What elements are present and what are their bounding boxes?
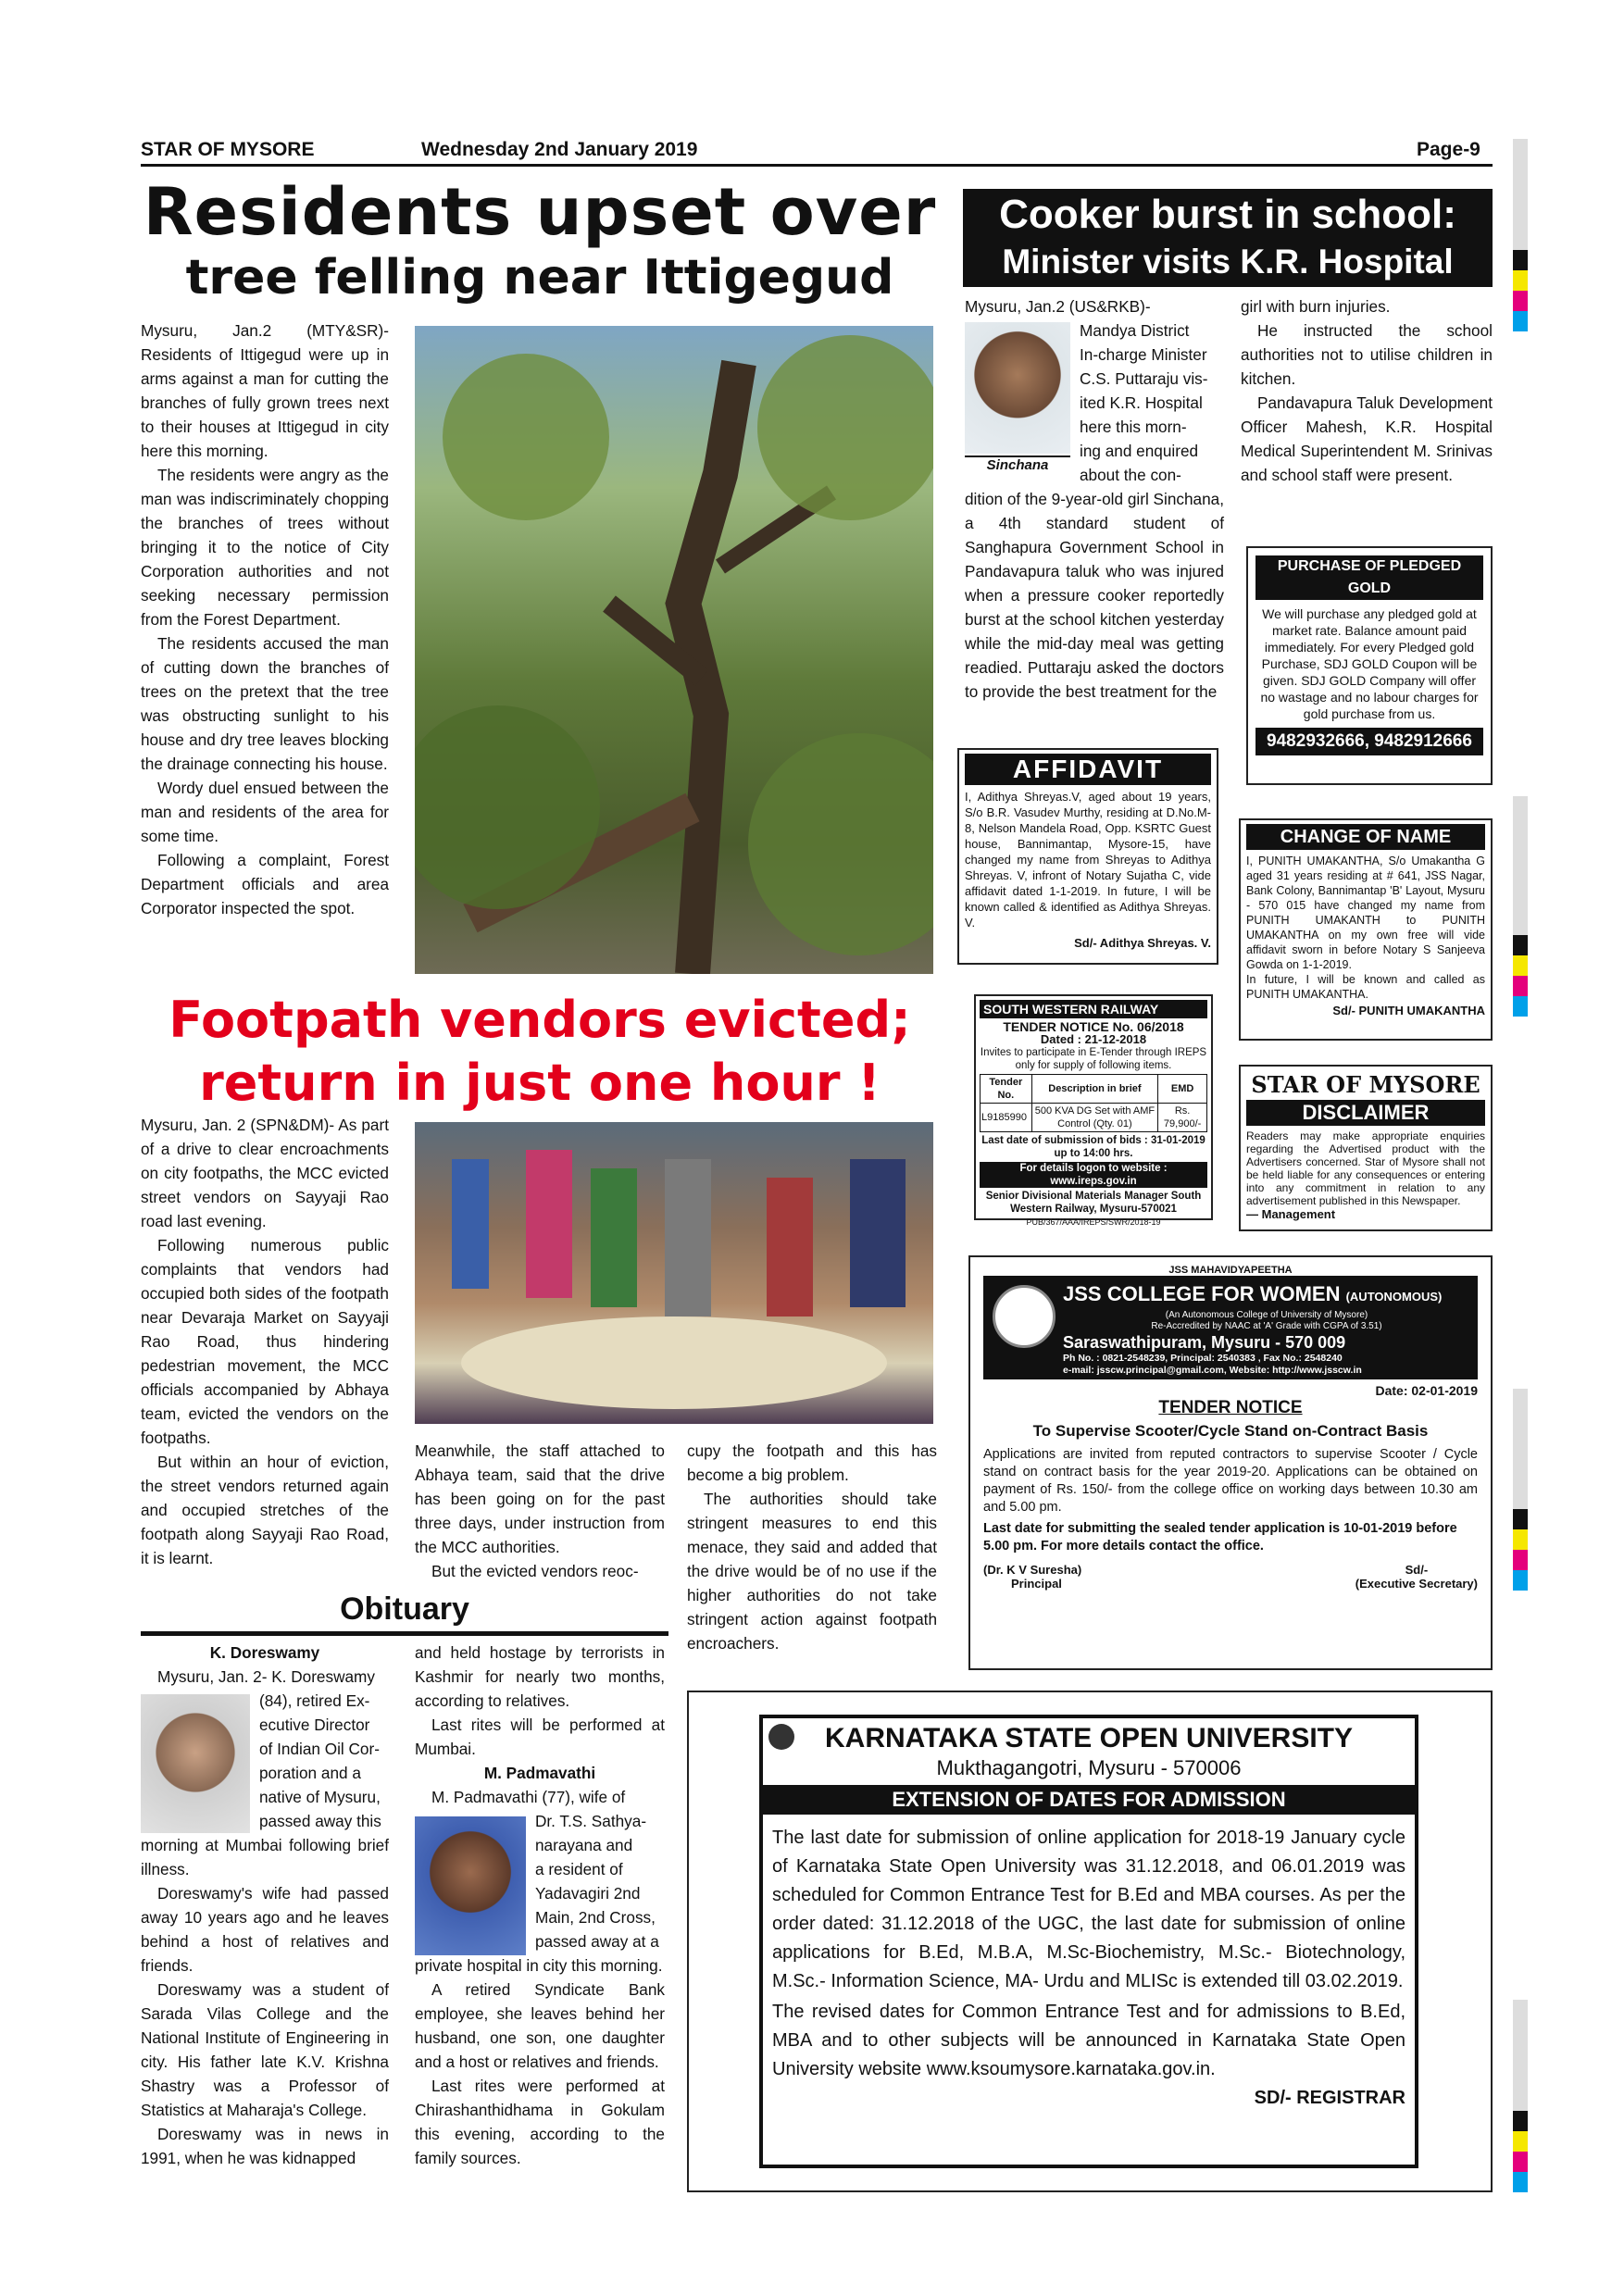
story2-para: girl with burn injuries.: [1241, 297, 1391, 316]
story2-headline-line1: Cooker burst in school:: [999, 192, 1456, 237]
jss-autonomous: (AUTONOMOUS): [1345, 1290, 1443, 1304]
change-of-name-body2: In future, I will be known and called as PUNITH UMAKANTHA.: [1246, 973, 1485, 1001]
ksou-address: Mukthagangotri, Mysuru - 570006: [936, 1756, 1242, 1779]
sinchana-caption: Sinchana: [965, 455, 1070, 473]
story3-col3: [687, 1439, 937, 1655]
disclaimer-brand: STAR OF MYSORE: [1251, 1071, 1480, 1098]
jss-top: JSS MAHAVIDYAPEETHA: [1168, 1265, 1293, 1276]
railway-td: 500 KVA DG Set with AMF Control (Qty. 01): [1031, 1104, 1158, 1132]
story3-para: But within an hour of eviction, the street vendors returned again and occupied stretches of the footpath along Sayyaji Rao Road, it is learnt.: [141, 1453, 389, 1567]
page-number: Page-9: [1417, 139, 1480, 160]
story2-headline-line2: Minister visits K.R. Hospital: [1002, 243, 1454, 281]
story1-para: Mysuru, Jan.2 (MTY&SR)- Residents of Ittigegud were up in arms against a man for cutting the branches of fully grown trees next to their houses at Ittigegud in city here this morning.: [141, 321, 389, 460]
obituary-p1-name: K. Doreswamy: [209, 1643, 320, 1662]
obit-wrap-line: native of Mysuru,: [259, 1788, 381, 1806]
affidavit-body: I, Adithya Shreyas.V, aged about 19 years, S/o B.R. Vasudev Murthy, residing at D.No.M-8, Nelson Mandela Road, Opp. KSRTC Guest house, Bannimantap, Mysore-15, have changed my name from Shreyas to Adithya Shreyas. V, infront of Notary Sujatha C, vide affidavit dated 1-1-2019. In future, I will be known called & identified as Adithya Shreyas. V.: [965, 790, 1211, 930]
ksou-body1: The last date for submission of online application for 2018-19 January cycle of Karnataka State Open University was 31.12.2018, and 06.01.2019 was scheduled for Common Entrance Test for B.Ed and MBA courses. As per the order dated: 31.12.2018 of the UGC, the last date for submission of online applications for B.Ed, M.B.A, M.Sc-Biochemistry, M.Sc.- Biotechnology, M.Sc.- Information Science, MA- Urdu and MLISc is extended till 03.02.2019.: [772, 1828, 1405, 1991]
disclaimer-sign: — Management: [1246, 1207, 1336, 1221]
railway-tender-ad: [974, 994, 1213, 1227]
story1-para: Wordy duel ensued between the man and residents of the area for some time.: [141, 779, 389, 845]
railway-logon: For details logon to website : www.ireps.gov.in: [980, 1162, 1207, 1188]
change-of-name-sign: Sd/- PUNITH UMAKANTHA: [1332, 1004, 1485, 1017]
doreswamy-photo: [141, 1694, 250, 1833]
jss-college-ad: [968, 1255, 1493, 1670]
railway-code: PUB/367/AAA/IREPS/SWR/2018-19: [1026, 1217, 1161, 1227]
obit-wrap-line: of Indian Oil Cor-: [259, 1740, 380, 1758]
story2-para: Pandavapura Taluk Development Officer Mahesh, K.R. Hospital Medical Superintendent M. Srinivas and school staff were present.: [1241, 393, 1493, 484]
jss-sign-right-role: (Executive Secretary): [1355, 1577, 1478, 1591]
obit-para: Doreswamy was in news in 1991, when he was kidnapped: [141, 2125, 389, 2167]
obituary-p2-rest: [415, 1953, 665, 2170]
story1-para: Following a complaint, Forest Department officials and area Corporator inspected the spot.: [141, 851, 389, 917]
railway-signatory: Senior Divisional Materials Manager South Western Railway, Mysuru-570021: [985, 1191, 1202, 1215]
tree-illustration: [415, 326, 933, 974]
story3-headline-line2: return in just one hour !: [199, 1054, 881, 1112]
story3-headline-line1: Footpath vendors evicted;: [169, 991, 911, 1049]
story2-wrap-right: [1080, 318, 1224, 487]
ksou-banner: EXTENSION OF DATES FOR ADMISSION: [763, 1785, 1415, 1815]
railway-notice: TENDER NOTICE No. 06/2018: [1003, 1019, 1184, 1034]
jss-last: Last date for submitting the sealed tender application is 10-01-2019 before 5.00 pm. For more details contact the office.: [983, 1521, 1457, 1554]
railway-table: [980, 1074, 1207, 1132]
obit-wrap-line: Yadavagiri 2nd: [535, 1884, 641, 1903]
registration-marks-mid1: [1513, 796, 1528, 1017]
obituary-p1-lead: Mysuru, Jan. 2- K. Doreswamy: [157, 1667, 375, 1686]
registration-marks-bottom: [1513, 2000, 1528, 2192]
jss-sign-right-sd: Sd/-: [1405, 1563, 1429, 1577]
crowd-illustration: [415, 1122, 933, 1424]
sinchana-photo: [965, 322, 1070, 454]
jss-phones: Ph No. : 0821-2548239, Principal: 2540383 , Fax No.: 2548240: [1063, 1353, 1343, 1364]
disclaimer-ad: [1239, 1065, 1493, 1231]
jss-signatures: [983, 1563, 1478, 1591]
story2-wrap-line: C.S. Puttaraju vis-: [1080, 369, 1208, 388]
jss-body: Applications are invited from reputed contractors to supervise Scooter / Cycle stand on contract basis for the year 2019-20. Applications can be obtained on payment of Rs. 150/- from the college office on working days between 10.30 am and 5.00 pm.: [983, 1447, 1478, 1515]
pledged-gold-ad: [1246, 546, 1493, 785]
story2-wrap-line: Mysuru, Jan.2 (US&RKB)-: [965, 297, 1151, 316]
affidavit-ad: [957, 748, 1218, 965]
railway-th: EMD: [1158, 1075, 1207, 1104]
obit-para: Doreswamy's wife had passed away 10 years ago and he leaves behind a host of relatives and friends.: [141, 1884, 389, 1975]
jss-sign-left-name: (Dr. K V Suresha): [983, 1563, 1082, 1577]
story3-headline: [137, 989, 943, 1115]
pledged-gold-phone: 9482932666, 9482912666: [1255, 728, 1483, 755]
story3-para: Meanwhile, the staff attached to Abhaya team, said that the drive has been going on for the past three days, under instruction from the MCC authorities.: [415, 1441, 665, 1556]
obituary-p2-wrap: [535, 1809, 665, 1953]
masthead-date: Wednesday 2nd January 2019: [421, 139, 698, 160]
story1-headline-line2: tree felling near Ittigegud: [185, 250, 894, 306]
railway-brand: SOUTH WESTERN RAILWAY: [980, 1000, 1207, 1018]
footpath-vendors-photo: [415, 1122, 933, 1424]
obit-wrap-line: a resident of: [535, 1860, 623, 1878]
ksou-sign: SD/- REGISTRAR: [1254, 2088, 1405, 2108]
railway-invite: Invites to participate in E-Tender through IREPS only for supply of following items.: [980, 1047, 1207, 1071]
story2-wrap-line: ited K.R. Hospital: [1080, 393, 1203, 412]
obit-wrap-line: poration and a: [259, 1764, 361, 1782]
registration-marks-mid2: [1513, 1389, 1528, 1591]
jss-college: JSS COLLEGE FOR WOMEN: [1063, 1282, 1341, 1305]
obituary-p1-wrap: [259, 1689, 389, 1833]
jss-college-name: [1063, 1281, 1470, 1310]
tree-felling-photo: [415, 326, 933, 974]
ksou-ad: [759, 1715, 1418, 2168]
jss-email: e-mail: jsscw.principal@gmail.com, Website: http://www.jsscw.in: [1063, 1365, 1362, 1376]
story2-col1-rest: dition of the 9-year-old girl Sinchana, a 4th standard student of Sanghapura Government School in Pandavapura taluk who was injured when a pressure cooker reportedly burst at the school kitchen yesterday while the mid-day meal was getting readied. Puttaraju asked the doctors to provide the best treatment for the: [965, 490, 1224, 701]
story3-col2: [415, 1439, 665, 1583]
railway-last-date: Last date of submission of bids : 31-01-2019 up to 14:00 hrs.: [981, 1135, 1206, 1159]
obituary-col2-top: [415, 1641, 665, 1761]
story1-headline-line1: Residents upset over: [143, 174, 937, 250]
ksou-logo-icon: [768, 1724, 794, 1750]
padmavathi-photo: [415, 1816, 526, 1955]
story3-para: Following numerous public complaints that vendors had occupied both sides of the footpath near Devaraja Market on Sayyaji Rao Road, thus hindering pedestrian movement, the MCC officials accompanied by Abhaya team, evicted the vendors on the footpaths.: [141, 1236, 389, 1447]
story2-wrap-line: here this morn-: [1080, 418, 1187, 436]
story2-headline-box: [963, 189, 1493, 287]
obit-para: and held hostage by terrorists in Kashmir for nearly two months, according to relatives.: [415, 1643, 665, 1710]
obit-wrap-line: passed away at a: [535, 1932, 659, 1951]
story3-para: cupy the footpath and this has become a big problem.: [687, 1441, 937, 1484]
change-of-name-ad: [1239, 818, 1493, 1041]
obit-wrap-line: Dr. T.S. Sathya-: [535, 1812, 647, 1830]
jss-affil1: (An Autonomous College of University of Mysore): [1165, 1310, 1368, 1320]
jss-sign-left: [983, 1563, 1081, 1591]
obit-para: Last rites will be performed at Mumbai.: [415, 1716, 665, 1758]
jss-header-box: [983, 1276, 1478, 1379]
story3-para: Mysuru, Jan. 2 (SPN&DM)- As part of a drive to clear encroachments on city footpaths, the MCC evicted street vendors on Sayyaji Rao road last evening.: [141, 1116, 389, 1230]
obit-para: A retired Syndicate Bank employee, she leaves behind her husband, one son, one daughter and a host or relatives and friends.: [415, 1980, 665, 2071]
obituary-rule: [141, 1631, 668, 1636]
story3-para: The authorities should take stringent measures to end this menace, they said and added that the drive would be of no use if the higher authorities do not take stringent action against footpath encroachers.: [687, 1490, 937, 1653]
obit-wrap-line: passed away this: [259, 1812, 381, 1830]
obit-wrap-line: ecutive Director: [259, 1716, 370, 1734]
jss-tender: TENDER NOTICE: [1158, 1398, 1303, 1417]
story2-wrap-line: about the con-: [1080, 466, 1181, 484]
pledged-gold-body: We will purchase any pledged gold at market rate. Balance amount paid immediately. For every Pledged gold Purchase, SDJ GOLD Coupon will be given. SDJ GOLD Company will offer no wastage and no labour charges for gold purchase from us.: [1260, 606, 1479, 721]
obituary-p2-name: M. Padmavathi: [483, 1764, 596, 1782]
story2-wrap-lines: [965, 294, 1224, 318]
story2-para: He instructed the school authorities not to utilise children in kitchen.: [1241, 321, 1493, 388]
story1-body: [141, 318, 389, 920]
story2-wrap-line: In-charge Minister: [1080, 345, 1207, 364]
disclaimer-body: Readers may make appropriate enquiries regarding the Advertised product with the Advertisers concerned. Star of Mysore shall not be held liable for any consequences or entering into any commitment in relation to any advertisement published in this Newspaper.: [1246, 1129, 1485, 1207]
obit-para: private hospital in city this morning.: [415, 1956, 663, 1975]
jss-logo-icon: [993, 1285, 1056, 1348]
railway-td: L9185990: [981, 1104, 1032, 1132]
railway-td: Rs. 79,900/-: [1158, 1104, 1207, 1132]
obit-wrap-line: (84), retired Ex-: [259, 1691, 370, 1710]
story3-col1: [141, 1113, 389, 1570]
obit-para: Last rites were performed at Chirashanthidhama in Gokulam this evening, according to the family sources.: [415, 2077, 665, 2167]
story1-headline: [137, 176, 943, 307]
pledged-gold-title: PURCHASE OF PLEDGED GOLD: [1255, 555, 1483, 600]
obituary-p2-lead: M. Padmavathi (77), wife of: [431, 1788, 626, 1806]
story1-para: The residents were angry as the man was indiscriminately chopping the branches of trees without bringing it to the notice of City Corporation authorities and not seeking necessary permission from the Forest Department.: [141, 466, 389, 629]
jss-affil2: Re-Accredited by NAAC at 'A' Grade with CGPA of 3.51): [1151, 1321, 1382, 1331]
jss-sign-left-role: Principal: [1011, 1577, 1062, 1591]
jss-date: Date: 02-01-2019: [1375, 1383, 1478, 1398]
obit-wrap-line: Main, 2nd Cross,: [535, 1908, 656, 1927]
railway-th: Description in brief: [1031, 1075, 1158, 1104]
story3-para: But the evicted vendors reoc-: [431, 1562, 639, 1580]
jss-sign-right: [1355, 1563, 1478, 1591]
story1-para: The residents accused the man of cutting down the branches of trees on the pretext that the tree was obstructing sunlight to his house and dry tree leaves blocking the drainage connecting his house.: [141, 634, 389, 773]
registration-marks-top: [1513, 139, 1528, 331]
railway-th: Tender No.: [981, 1075, 1032, 1104]
change-of-name-body: I, PUNITH UMAKANTHA, S/o Umakantha G aged 31 years residing at # 641, JSS Nagar, Bank Colony, Bannimantap 'B' Layout, Mysuru - 570 015 have changed my name from PUNITH UMAKANTH to PUNITH UMAKANTHA on my own free will vide affidavit sworn in before Notary S Sanjeeva Gowda on 1-1-2019.: [1246, 855, 1485, 971]
ksou-body2: The revised dates for Common Entrance Test and for admissions to B.Ed, MBA and to other subjects will be announced in Karnataka State Open University website www.ksoumysore.karnataka.gov.in.: [772, 2002, 1405, 2079]
header-rule: [141, 164, 1493, 167]
obit-para: Doreswamy was a student of Sarada Vilas College and the National Institute of Engineering in city. His father late K.V. Krishna Shastry was a Professor of Statistics at Maharaja's College.: [141, 1980, 389, 2119]
masthead-publication: STAR OF MYSORE: [141, 139, 315, 160]
affidavit-title: AFFIDAVIT: [965, 754, 1211, 785]
obit-para: morning at Mumbai following brief illness.: [141, 1836, 389, 1878]
story2-wrap-line: ing and enquired: [1080, 442, 1199, 460]
ksou-title: KARNATAKA STATE OPEN UNIVERSITY: [824, 1723, 1353, 1753]
obituary-p1-rest: [141, 1833, 389, 2170]
jss-subject: To Supervise Scooter/Cycle Stand on-Contract Basis: [1032, 1422, 1429, 1440]
ksou-title-row: [763, 1718, 1415, 1781]
story2-col2: [1241, 294, 1493, 487]
change-of-name-title: CHANGE OF NAME: [1246, 824, 1485, 850]
obituary-title: Obituary: [340, 1591, 469, 1627]
story2-wrap-line: Mandya District: [1080, 321, 1190, 340]
affidavit-sign: Sd/- Adithya Shreyas. V.: [1074, 936, 1211, 950]
railway-dated: Dated : 21-12-2018: [1040, 1032, 1147, 1046]
disclaimer-title: DISCLAIMER: [1246, 1100, 1485, 1126]
obit-wrap-line: narayana and: [535, 1836, 633, 1854]
jss-address: Saraswathipuram, Mysuru - 570 009: [1063, 1333, 1346, 1352]
